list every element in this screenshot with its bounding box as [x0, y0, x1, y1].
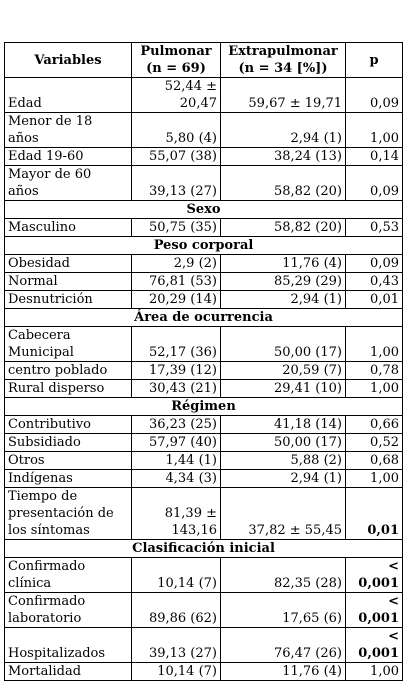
- variable-cell: Edad: [5, 78, 132, 113]
- section-header-row: [5, 309, 403, 327]
- section-label: Régimen: [5, 398, 403, 416]
- variable-cell: Mortalidad: [5, 663, 132, 681]
- p-value-cell: 0,09: [346, 78, 403, 113]
- p-value-cell: 1,00: [346, 113, 403, 148]
- table-row: [5, 219, 403, 237]
- variable-cell: centro poblado: [5, 362, 132, 380]
- pulmonar-cell: 89,86 (62): [132, 593, 221, 628]
- table-row: [5, 255, 403, 273]
- p-value-cell: 0,14: [346, 148, 403, 166]
- extrapulmonar-cell: 76,47 (26): [221, 628, 346, 663]
- extrapulmonar-cell: 2,94 (1): [221, 291, 346, 309]
- table-row: [5, 663, 403, 681]
- extrapulmonar-cell: 50,00 (17): [221, 327, 346, 362]
- variable-cell: Otros: [5, 452, 132, 470]
- p-value-cell: 1,00: [346, 470, 403, 488]
- pulmonar-cell: 30,43 (21): [132, 380, 221, 398]
- pulmonar-cell: 20,29 (14): [132, 291, 221, 309]
- variable-cell: Desnutrición: [5, 291, 132, 309]
- p-value-cell: 0,01: [346, 488, 403, 540]
- section-header-row: [5, 540, 403, 558]
- extrapulmonar-cell: 11,76 (4): [221, 663, 346, 681]
- pulmonar-cell: 36,23 (25): [132, 416, 221, 434]
- extrapulmonar-cell: 50,00 (17): [221, 434, 346, 452]
- extrapulmonar-cell: 82,35 (28): [221, 558, 346, 593]
- variable-cell: Confirmado clínica: [5, 558, 132, 593]
- extrapulmonar-cell: 11,76 (4): [221, 255, 346, 273]
- pulmonar-cell: 52,17 (36): [132, 327, 221, 362]
- table-row: [5, 273, 403, 291]
- pulmonar-cell: 57,97 (40): [132, 434, 221, 452]
- table-row: [5, 452, 403, 470]
- p-value-cell: 0,43: [346, 273, 403, 291]
- table-body: [5, 78, 403, 681]
- pulmonar-cell: 10,14 (7): [132, 663, 221, 681]
- extrapulmonar-cell: 58,82 (20): [221, 219, 346, 237]
- results-table: [4, 42, 403, 681]
- pulmonar-cell: 50,75 (35): [132, 219, 221, 237]
- p-value-cell: 1,00: [346, 380, 403, 398]
- pulmonar-cell: 1,44 (1): [132, 452, 221, 470]
- variable-cell: Rural disperso: [5, 380, 132, 398]
- section-header-row: [5, 201, 403, 219]
- p-value-cell: 0,78: [346, 362, 403, 380]
- variable-cell: Edad 19-60: [5, 148, 132, 166]
- pulmonar-cell: 17,39 (12): [132, 362, 221, 380]
- variable-cell: Menor de 18 años: [5, 113, 132, 148]
- table-header-row: [5, 43, 403, 78]
- header-variables: Variables: [5, 43, 132, 78]
- p-value-cell: < 0,001: [346, 558, 403, 593]
- header-p: p: [346, 43, 403, 78]
- p-value-cell: 0,09: [346, 255, 403, 273]
- section-label: Clasificación inicial: [5, 540, 403, 558]
- table-row: [5, 434, 403, 452]
- table-row: [5, 327, 403, 362]
- pulmonar-cell: 39,13 (27): [132, 628, 221, 663]
- table-row: [5, 362, 403, 380]
- pulmonar-cell: 5,80 (4): [132, 113, 221, 148]
- section-header-row: [5, 398, 403, 416]
- extrapulmonar-cell: 2,94 (1): [221, 113, 346, 148]
- section-label: Área de ocurrencia: [5, 309, 403, 327]
- table-row: [5, 558, 403, 593]
- variable-cell: Tiempo de presentación de los síntomas: [5, 488, 132, 540]
- variable-cell: Normal: [5, 273, 132, 291]
- p-value-cell: 0,52: [346, 434, 403, 452]
- variable-cell: Confirmado laboratorio: [5, 593, 132, 628]
- extrapulmonar-cell: 59,67 ± 19,71: [221, 78, 346, 113]
- table-row: [5, 148, 403, 166]
- header-pulmonar: Pulmonar (n = 69): [132, 43, 221, 78]
- variable-cell: Contributivo: [5, 416, 132, 434]
- table-row: [5, 488, 403, 540]
- extrapulmonar-cell: 37,82 ± 55,45: [221, 488, 346, 540]
- extrapulmonar-cell: 38,24 (13): [221, 148, 346, 166]
- section-label: Sexo: [5, 201, 403, 219]
- section-header-row: [5, 237, 403, 255]
- extrapulmonar-cell: 2,94 (1): [221, 470, 346, 488]
- section-label: Peso corporal: [5, 237, 403, 255]
- p-value-cell: 0,66: [346, 416, 403, 434]
- table-row: [5, 113, 403, 148]
- variable-cell: Cabecera Municipal: [5, 327, 132, 362]
- table-row: [5, 380, 403, 398]
- header-extrapulmonar: Extrapulmonar (n = 34 [%]): [221, 43, 346, 78]
- table-row: [5, 593, 403, 628]
- p-value-cell: 0,53: [346, 219, 403, 237]
- pulmonar-cell: 52,44 ± 20,47: [132, 78, 221, 113]
- pulmonar-cell: 76,81 (53): [132, 273, 221, 291]
- p-value-cell: 0,01: [346, 291, 403, 309]
- extrapulmonar-cell: 29,41 (10): [221, 380, 346, 398]
- table-row: [5, 166, 403, 201]
- table-row: [5, 416, 403, 434]
- pulmonar-cell: 55,07 (38): [132, 148, 221, 166]
- variable-cell: Subsidiado: [5, 434, 132, 452]
- extrapulmonar-cell: 17,65 (6): [221, 593, 346, 628]
- variable-cell: Indígenas: [5, 470, 132, 488]
- p-value-cell: < 0,001: [346, 628, 403, 663]
- extrapulmonar-cell: 85,29 (29): [221, 273, 346, 291]
- pulmonar-cell: 81,39 ± 143,16: [132, 488, 221, 540]
- table-row: [5, 291, 403, 309]
- extrapulmonar-cell: 41,18 (14): [221, 416, 346, 434]
- pulmonar-cell: 4,34 (3): [132, 470, 221, 488]
- pulmonar-cell: 2,9 (2): [132, 255, 221, 273]
- table-row: [5, 470, 403, 488]
- extrapulmonar-cell: 5,88 (2): [221, 452, 346, 470]
- variable-cell: Obesidad: [5, 255, 132, 273]
- pulmonar-cell: 10,14 (7): [132, 558, 221, 593]
- extrapulmonar-cell: 58,82 (20): [221, 166, 346, 201]
- p-value-cell: 0,09: [346, 166, 403, 201]
- p-value-cell: < 0,001: [346, 593, 403, 628]
- variable-cell: Hospitalizados: [5, 628, 132, 663]
- pulmonar-cell: 39,13 (27): [132, 166, 221, 201]
- variable-cell: Mayor de 60 años: [5, 166, 132, 201]
- extrapulmonar-cell: 20,59 (7): [221, 362, 346, 380]
- table-row: [5, 628, 403, 663]
- variable-cell: Masculino: [5, 219, 132, 237]
- p-value-cell: 0,68: [346, 452, 403, 470]
- p-value-cell: 1,00: [346, 327, 403, 362]
- table-row: [5, 78, 403, 113]
- p-value-cell: 1,00: [346, 663, 403, 681]
